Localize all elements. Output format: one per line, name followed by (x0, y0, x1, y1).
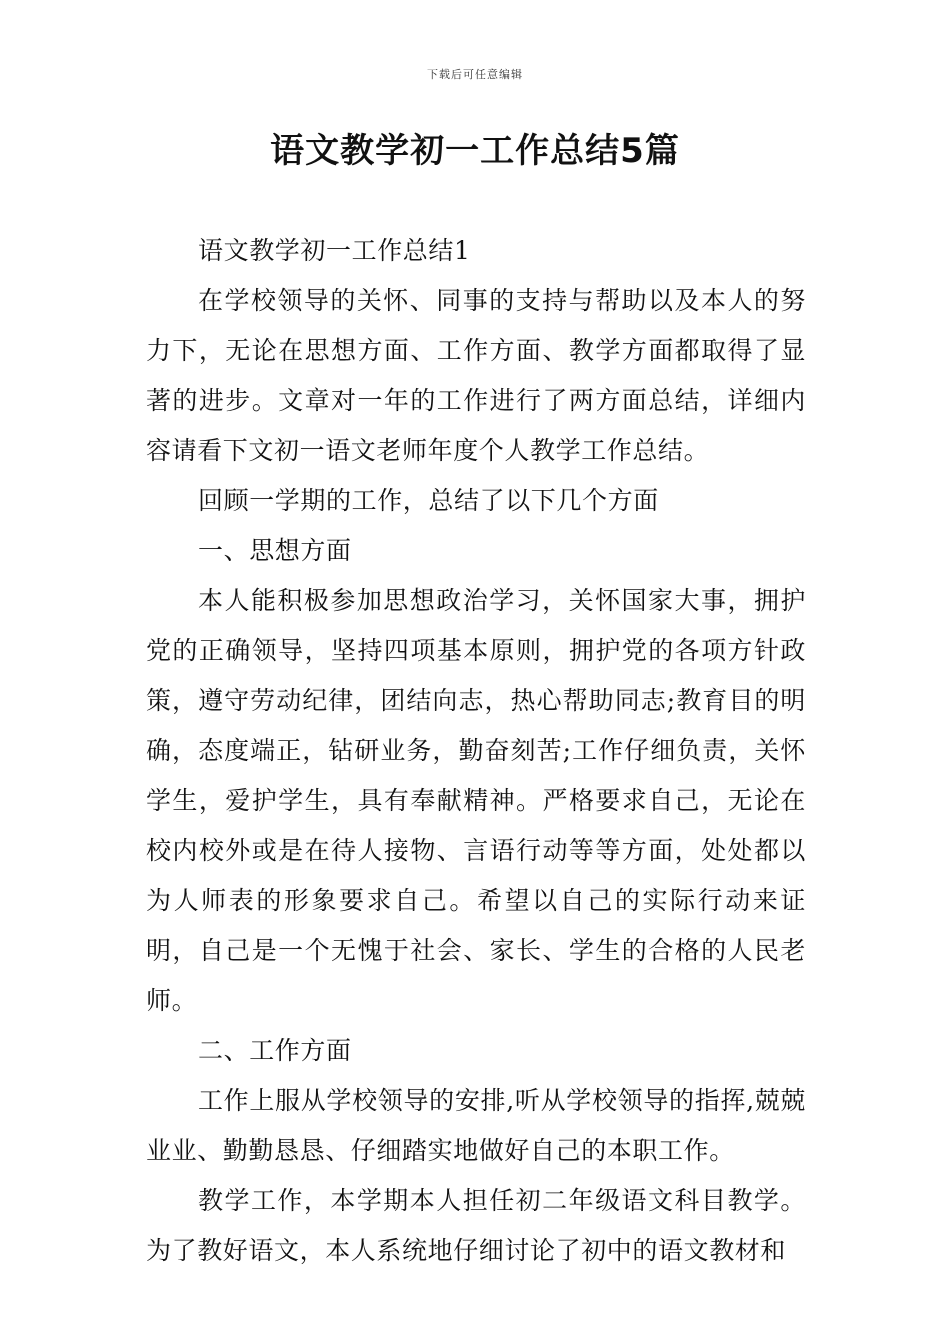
paragraph: 教学工作，本学期本人担任初二年级语文科目教学。为了教好语文，本人系统地仔细讨论了初中的语文教材和 (146, 1186, 806, 1265)
section-heading: 一、思想方面 (198, 536, 352, 565)
header-note: 下载后可任意编辑 (427, 68, 523, 81)
document-body (146, 226, 806, 1276)
section-heading: 二、工作方面 (198, 1036, 352, 1065)
document-title: 语文教学初一工作总结5篇 (270, 131, 680, 171)
paragraph: 本人能积极参加思想政治学习，关怀国家大事，拥护党的正确领导，坚持四项基本原则，拥护党的各项方针政策，遵守劳动纪律，团结向志，热心帮助同志;教育目的明确，态度端正，钻研业务，勤奋刻苦;工作仔细负责，关怀学生，爱护学生，具有奉献精神。严格要求自己，无论在校内校外或是在待人接物、言语行动等等方面，处处都以为人师表的形象要求自己。希望以自己的实际行动来证明，自己是一个无愧于社会、家长、学生的合格的人民老师。 (146, 586, 806, 1015)
paragraph: 在学校领导的关怀、同事的支持与帮助以及本人的努力下，无论在思想方面、工作方面、教学方面都取得了显著的进步。文章对一年的工作进行了两方面总结，详细内容请看下文初一语文老师年度个人教学工作总结。 (146, 286, 806, 465)
paragraph: 回顾一学期的工作，总结了以下几个方面 (198, 486, 659, 515)
section-heading: 语文教学初一工作总结1 (198, 236, 471, 265)
paragraph: 工作上服从学校领导的安排,听从学校领导的指挥,兢兢业业、勤勤恳恳、仔细踏实地做好自己的本职工作。 (146, 1086, 806, 1165)
